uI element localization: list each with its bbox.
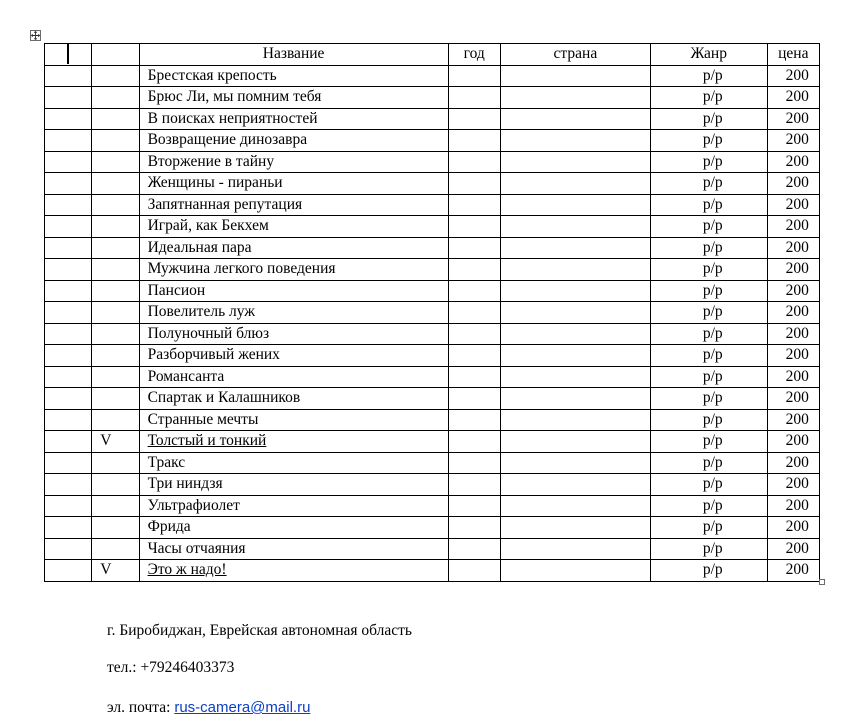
cell-mark[interactable] <box>92 495 139 517</box>
footer-email-line <box>107 699 310 717</box>
table-row <box>45 280 820 302</box>
cell-price[interactable]: 200 <box>767 173 819 195</box>
cell-number[interactable] <box>45 65 92 87</box>
cell-title[interactable]: Разборчивый жених <box>139 345 448 367</box>
table-row <box>45 366 820 388</box>
cell-genre[interactable]: р/р <box>650 216 767 238</box>
cell-mark[interactable] <box>92 517 139 539</box>
cell-country[interactable] <box>500 431 650 453</box>
table-header-row <box>45 44 820 66</box>
footer-email-label: эл. почта: <box>107 699 175 716</box>
cell-year[interactable] <box>448 495 500 517</box>
cell-mark[interactable] <box>92 65 139 87</box>
cell-price[interactable]: 200 <box>767 280 819 302</box>
cell-price[interactable]: 200 <box>767 452 819 474</box>
cell-year[interactable] <box>448 560 500 582</box>
cell-genre[interactable]: р/р <box>650 495 767 517</box>
cell-number[interactable] <box>45 345 92 367</box>
cell-genre[interactable]: р/р <box>650 151 767 173</box>
cell-country[interactable] <box>500 302 650 324</box>
cell-price[interactable]: 200 <box>767 130 819 152</box>
footer-phone: тел.: +79246403373 <box>107 659 235 676</box>
cell-mark[interactable] <box>92 323 139 345</box>
table-resize-handle-icon[interactable] <box>819 579 825 585</box>
cell-year[interactable] <box>448 366 500 388</box>
cell-price[interactable]: 200 <box>767 194 819 216</box>
cell-price[interactable]: 200 <box>767 237 819 259</box>
cell-country[interactable] <box>500 409 650 431</box>
cell-country[interactable] <box>500 173 650 195</box>
cell-country[interactable] <box>500 474 650 496</box>
cell-genre[interactable]: р/р <box>650 388 767 410</box>
cell-genre[interactable]: р/р <box>650 87 767 109</box>
table-row <box>45 173 820 195</box>
cell-price[interactable]: 200 <box>767 560 819 582</box>
cell-title[interactable]: Играй, как Бекхем <box>139 216 448 238</box>
cell-year[interactable] <box>448 173 500 195</box>
cell-mark[interactable] <box>92 151 139 173</box>
table-row <box>45 65 820 87</box>
table-row <box>45 431 820 453</box>
table-row <box>45 216 820 238</box>
cell-price[interactable]: 200 <box>767 65 819 87</box>
cell-title[interactable]: Полуночный блюз <box>139 323 448 345</box>
cell-title[interactable]: Часы отчаяния <box>139 538 448 560</box>
cell-country[interactable] <box>500 366 650 388</box>
cell-title[interactable]: Брюс Ли, мы помним тебя <box>139 87 448 109</box>
cell-price[interactable]: 200 <box>767 538 819 560</box>
cell-number[interactable] <box>45 280 92 302</box>
table-row <box>45 388 820 410</box>
cell-number[interactable] <box>45 452 92 474</box>
table-row <box>45 302 820 324</box>
cell-genre[interactable]: р/р <box>650 431 767 453</box>
cell-year[interactable] <box>448 237 500 259</box>
table-row <box>45 323 820 345</box>
cell-genre[interactable]: р/р <box>650 130 767 152</box>
cell-mark[interactable] <box>92 452 139 474</box>
cell-country[interactable] <box>500 259 650 281</box>
cell-year[interactable] <box>448 452 500 474</box>
cell-genre[interactable]: р/р <box>650 560 767 582</box>
cell-price[interactable]: 200 <box>767 388 819 410</box>
header-title[interactable]: Название <box>139 44 448 66</box>
cell-year[interactable] <box>448 345 500 367</box>
cell-country[interactable] <box>500 388 650 410</box>
cell-country[interactable] <box>500 280 650 302</box>
cell-number[interactable] <box>45 151 92 173</box>
cell-genre[interactable]: р/р <box>650 237 767 259</box>
cell-price[interactable]: 200 <box>767 345 819 367</box>
cell-genre[interactable]: р/р <box>650 108 767 130</box>
cell-number[interactable] <box>45 194 92 216</box>
cell-genre[interactable]: р/р <box>650 452 767 474</box>
cell-title[interactable]: Ультрафиолет <box>139 495 448 517</box>
cell-number[interactable] <box>45 130 92 152</box>
cell-year[interactable] <box>448 388 500 410</box>
cell-mark[interactable] <box>92 366 139 388</box>
cell-title[interactable]: Тракс <box>139 452 448 474</box>
cell-year[interactable] <box>448 259 500 281</box>
cell-number[interactable] <box>45 388 92 410</box>
cell-price[interactable]: 200 <box>767 216 819 238</box>
cell-mark[interactable] <box>92 538 139 560</box>
cell-mark[interactable] <box>92 409 139 431</box>
cell-price[interactable]: 200 <box>767 259 819 281</box>
cell-number[interactable] <box>45 517 92 539</box>
cell-country[interactable] <box>500 216 650 238</box>
cell-year[interactable] <box>448 409 500 431</box>
cell-year[interactable] <box>448 194 500 216</box>
cell-title[interactable]: Женщины - пираньи <box>139 173 448 195</box>
cell-mark[interactable] <box>92 237 139 259</box>
table-row <box>45 474 820 496</box>
cell-title[interactable]: Повелитель луж <box>139 302 448 324</box>
cell-genre[interactable]: р/р <box>650 259 767 281</box>
cell-number[interactable] <box>45 216 92 238</box>
cell-price[interactable]: 200 <box>767 302 819 324</box>
cell-title[interactable]: Брестская крепость <box>139 65 448 87</box>
cell-title[interactable]: В поисках неприятностей <box>139 108 448 130</box>
cell-price[interactable]: 200 <box>767 151 819 173</box>
film-table <box>44 43 820 582</box>
cell-year[interactable] <box>448 517 500 539</box>
table-row <box>45 108 820 130</box>
cell-title[interactable]: Странные мечты <box>139 409 448 431</box>
cell-country[interactable] <box>500 452 650 474</box>
cell-title[interactable]: Идеальная пара <box>139 237 448 259</box>
cell-title[interactable]: Пансион <box>139 280 448 302</box>
cell-country[interactable] <box>500 87 650 109</box>
cell-genre[interactable]: р/р <box>650 323 767 345</box>
cell-year[interactable] <box>448 216 500 238</box>
cell-price[interactable]: 200 <box>767 495 819 517</box>
cell-title[interactable] <box>139 560 448 582</box>
email-link[interactable]: rus-camera@mail.ru <box>174 699 311 716</box>
table-row <box>45 538 820 560</box>
cell-genre[interactable]: р/р <box>650 280 767 302</box>
cell-country[interactable] <box>500 237 650 259</box>
cell-title[interactable]: Мужчина легкого поведения <box>139 259 448 281</box>
cell-number[interactable] <box>45 259 92 281</box>
header-price[interactable]: цена <box>767 44 819 66</box>
cell-title[interactable]: Возвращение динозавра <box>139 130 448 152</box>
table-row <box>45 87 820 109</box>
cell-year[interactable] <box>448 87 500 109</box>
cell-mark[interactable] <box>92 194 139 216</box>
cell-price[interactable]: 200 <box>767 87 819 109</box>
cell-price[interactable]: 200 <box>767 323 819 345</box>
cell-country[interactable] <box>500 108 650 130</box>
table-row <box>45 452 820 474</box>
cell-number[interactable] <box>45 108 92 130</box>
cell-number[interactable] <box>45 173 92 195</box>
cell-price[interactable]: 200 <box>767 517 819 539</box>
cell-title[interactable]: Фрида <box>139 517 448 539</box>
cell-mark[interactable] <box>92 474 139 496</box>
cell-title[interactable] <box>139 431 448 453</box>
cell-title[interactable]: Запятнанная репутация <box>139 194 448 216</box>
cell-genre[interactable]: р/р <box>650 65 767 87</box>
cell-number[interactable] <box>45 237 92 259</box>
cell-country[interactable] <box>500 130 650 152</box>
cell-number[interactable] <box>45 474 92 496</box>
cell-mark[interactable]: V <box>92 560 139 582</box>
cell-year[interactable] <box>448 302 500 324</box>
cell-country[interactable] <box>500 495 650 517</box>
cell-price[interactable]: 200 <box>767 474 819 496</box>
cell-country[interactable] <box>500 517 650 539</box>
cell-country[interactable] <box>500 345 650 367</box>
cell-mark[interactable] <box>92 302 139 324</box>
table-row <box>45 194 820 216</box>
cell-mark[interactable] <box>92 345 139 367</box>
title-text: Это ж надо! <box>147 561 227 579</box>
cell-genre[interactable]: р/р <box>650 173 767 195</box>
cell-country[interactable] <box>500 323 650 345</box>
cell-country[interactable] <box>500 65 650 87</box>
cell-year[interactable] <box>448 151 500 173</box>
cell-year[interactable] <box>448 323 500 345</box>
text-cursor <box>67 44 69 64</box>
cell-year[interactable] <box>448 474 500 496</box>
cell-mark[interactable] <box>92 108 139 130</box>
cell-mark[interactable] <box>92 388 139 410</box>
cell-country[interactable] <box>500 560 650 582</box>
cell-year[interactable] <box>448 108 500 130</box>
cell-genre[interactable]: р/р <box>650 345 767 367</box>
cell-mark[interactable] <box>92 259 139 281</box>
cell-genre[interactable]: р/р <box>650 538 767 560</box>
footer-address: г. Биробиджан, Еврейская автономная область <box>107 622 412 639</box>
cell-mark[interactable] <box>92 130 139 152</box>
table-row <box>45 259 820 281</box>
cell-title[interactable]: Романсанта <box>139 366 448 388</box>
cell-mark[interactable] <box>92 216 139 238</box>
cell-number[interactable] <box>45 431 92 453</box>
table-row <box>45 130 820 152</box>
cell-year[interactable] <box>448 431 500 453</box>
cell-mark[interactable]: V <box>92 431 139 453</box>
cell-title[interactable]: Три ниндзя <box>139 474 448 496</box>
table-row <box>45 345 820 367</box>
cell-year[interactable] <box>448 65 500 87</box>
cell-country[interactable] <box>500 151 650 173</box>
cell-year[interactable] <box>448 538 500 560</box>
cell-number[interactable] <box>45 560 92 582</box>
cell-genre[interactable]: р/р <box>650 517 767 539</box>
table-row <box>45 495 820 517</box>
cell-number[interactable] <box>45 366 92 388</box>
table-row <box>45 151 820 173</box>
cell-year[interactable] <box>448 130 500 152</box>
cell-number[interactable] <box>45 302 92 324</box>
cell-price[interactable]: 200 <box>767 409 819 431</box>
cell-country[interactable] <box>500 194 650 216</box>
cell-genre[interactable]: р/р <box>650 366 767 388</box>
cell-number[interactable] <box>45 87 92 109</box>
cell-price[interactable]: 200 <box>767 366 819 388</box>
cell-title[interactable]: Вторжение в тайну <box>139 151 448 173</box>
cell-genre[interactable]: р/р <box>650 474 767 496</box>
cell-country[interactable] <box>500 538 650 560</box>
header-mark[interactable] <box>92 44 139 66</box>
cell-genre[interactable]: р/р <box>650 409 767 431</box>
cell-mark[interactable] <box>92 280 139 302</box>
cell-number[interactable] <box>45 409 92 431</box>
cell-number[interactable] <box>45 495 92 517</box>
header-year[interactable]: год <box>448 44 500 66</box>
title-text: Толстый и тонкий <box>147 432 267 450</box>
table-row <box>45 237 820 259</box>
table-row <box>45 560 820 582</box>
cell-mark[interactable] <box>92 173 139 195</box>
cell-title[interactable]: Спартак и Калашников <box>139 388 448 410</box>
cell-genre[interactable]: р/р <box>650 194 767 216</box>
table-move-handle-icon[interactable] <box>30 30 41 41</box>
cell-number[interactable] <box>45 538 92 560</box>
header-country[interactable]: страна <box>500 44 650 66</box>
cell-number[interactable] <box>45 323 92 345</box>
header-genre[interactable]: Жанр <box>650 44 767 66</box>
table-row <box>45 409 820 431</box>
cell-price[interactable]: 200 <box>767 431 819 453</box>
table-row <box>45 517 820 539</box>
cell-mark[interactable] <box>92 87 139 109</box>
cell-price[interactable]: 200 <box>767 108 819 130</box>
cell-year[interactable] <box>448 280 500 302</box>
cell-genre[interactable]: р/р <box>650 302 767 324</box>
